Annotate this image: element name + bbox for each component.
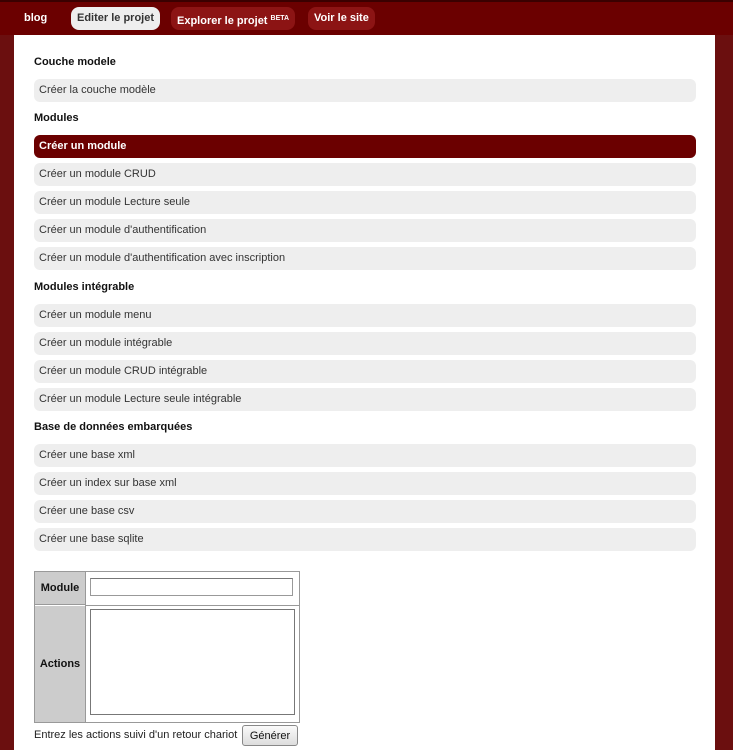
menu-item-creer-module-menu[interactable]: Créer un module menu: [34, 304, 696, 327]
actions-label: Actions: [35, 606, 85, 722]
beta-badge: BETA: [270, 15, 290, 22]
menu-item-creer-base-csv[interactable]: Créer une base csv: [34, 500, 696, 523]
menu-item-creer-base-sqlite[interactable]: Créer une base sqlite: [34, 528, 696, 551]
generer-button[interactable]: Générer: [242, 725, 298, 746]
page-margin-right: [715, 35, 733, 750]
brand-link[interactable]: blog: [24, 12, 48, 24]
form-row-divider: [85, 605, 299, 606]
actions-hint: Entrez les actions suivi d'un retour chariot: [34, 729, 238, 741]
module-label: Module: [35, 572, 85, 605]
module-input[interactable]: [90, 578, 293, 596]
tab-explorer-projet[interactable]: [171, 7, 295, 30]
menu-item-creer-module-crud-integrable[interactable]: Créer un module CRUD intégrable: [34, 360, 696, 383]
menu-item-creer-module-lecture-seule[interactable]: Créer un module Lecture seule: [34, 191, 696, 214]
module-form: [34, 571, 300, 723]
actions-textarea[interactable]: [90, 609, 295, 715]
section-title-modules: Modules: [34, 112, 79, 124]
menu-item-creer-module[interactable]: Créer un module: [34, 135, 696, 158]
menu-item-creer-module-authentification[interactable]: Créer un module d'authentification: [34, 219, 696, 242]
tab-editer-projet[interactable]: Editer le projet: [71, 7, 160, 30]
menu-item-creer-couche-modele[interactable]: Créer la couche modèle: [34, 79, 696, 102]
menu-item-creer-module-authentification-inscription[interactable]: Créer un module d'authentification avec inscription: [34, 247, 696, 270]
menu-item-creer-index-base-xml[interactable]: Créer un index sur base xml: [34, 472, 696, 495]
main-content: [14, 35, 715, 750]
section-title-modules-integrable: Modules intégrable: [34, 281, 135, 293]
section-title-bases-embarquees: Base de données embarquées: [34, 421, 193, 433]
menu-item-creer-base-xml[interactable]: Créer une base xml: [34, 444, 696, 467]
page-margin-left: [0, 35, 14, 750]
section-title-couche-modele: Couche modele: [34, 56, 116, 68]
tab-voir-site[interactable]: Voir le site: [308, 7, 375, 30]
form-divider: [85, 572, 86, 722]
top-nav-bar: [0, 0, 733, 35]
tab-explorer-label: Explorer le projet: [177, 15, 268, 27]
menu-item-creer-module-integrable[interactable]: Créer un module intégrable: [34, 332, 696, 355]
menu-item-creer-module-crud[interactable]: Créer un module CRUD: [34, 163, 696, 186]
menu-item-creer-module-lecture-seule-integrable[interactable]: Créer un module Lecture seule intégrable: [34, 388, 696, 411]
